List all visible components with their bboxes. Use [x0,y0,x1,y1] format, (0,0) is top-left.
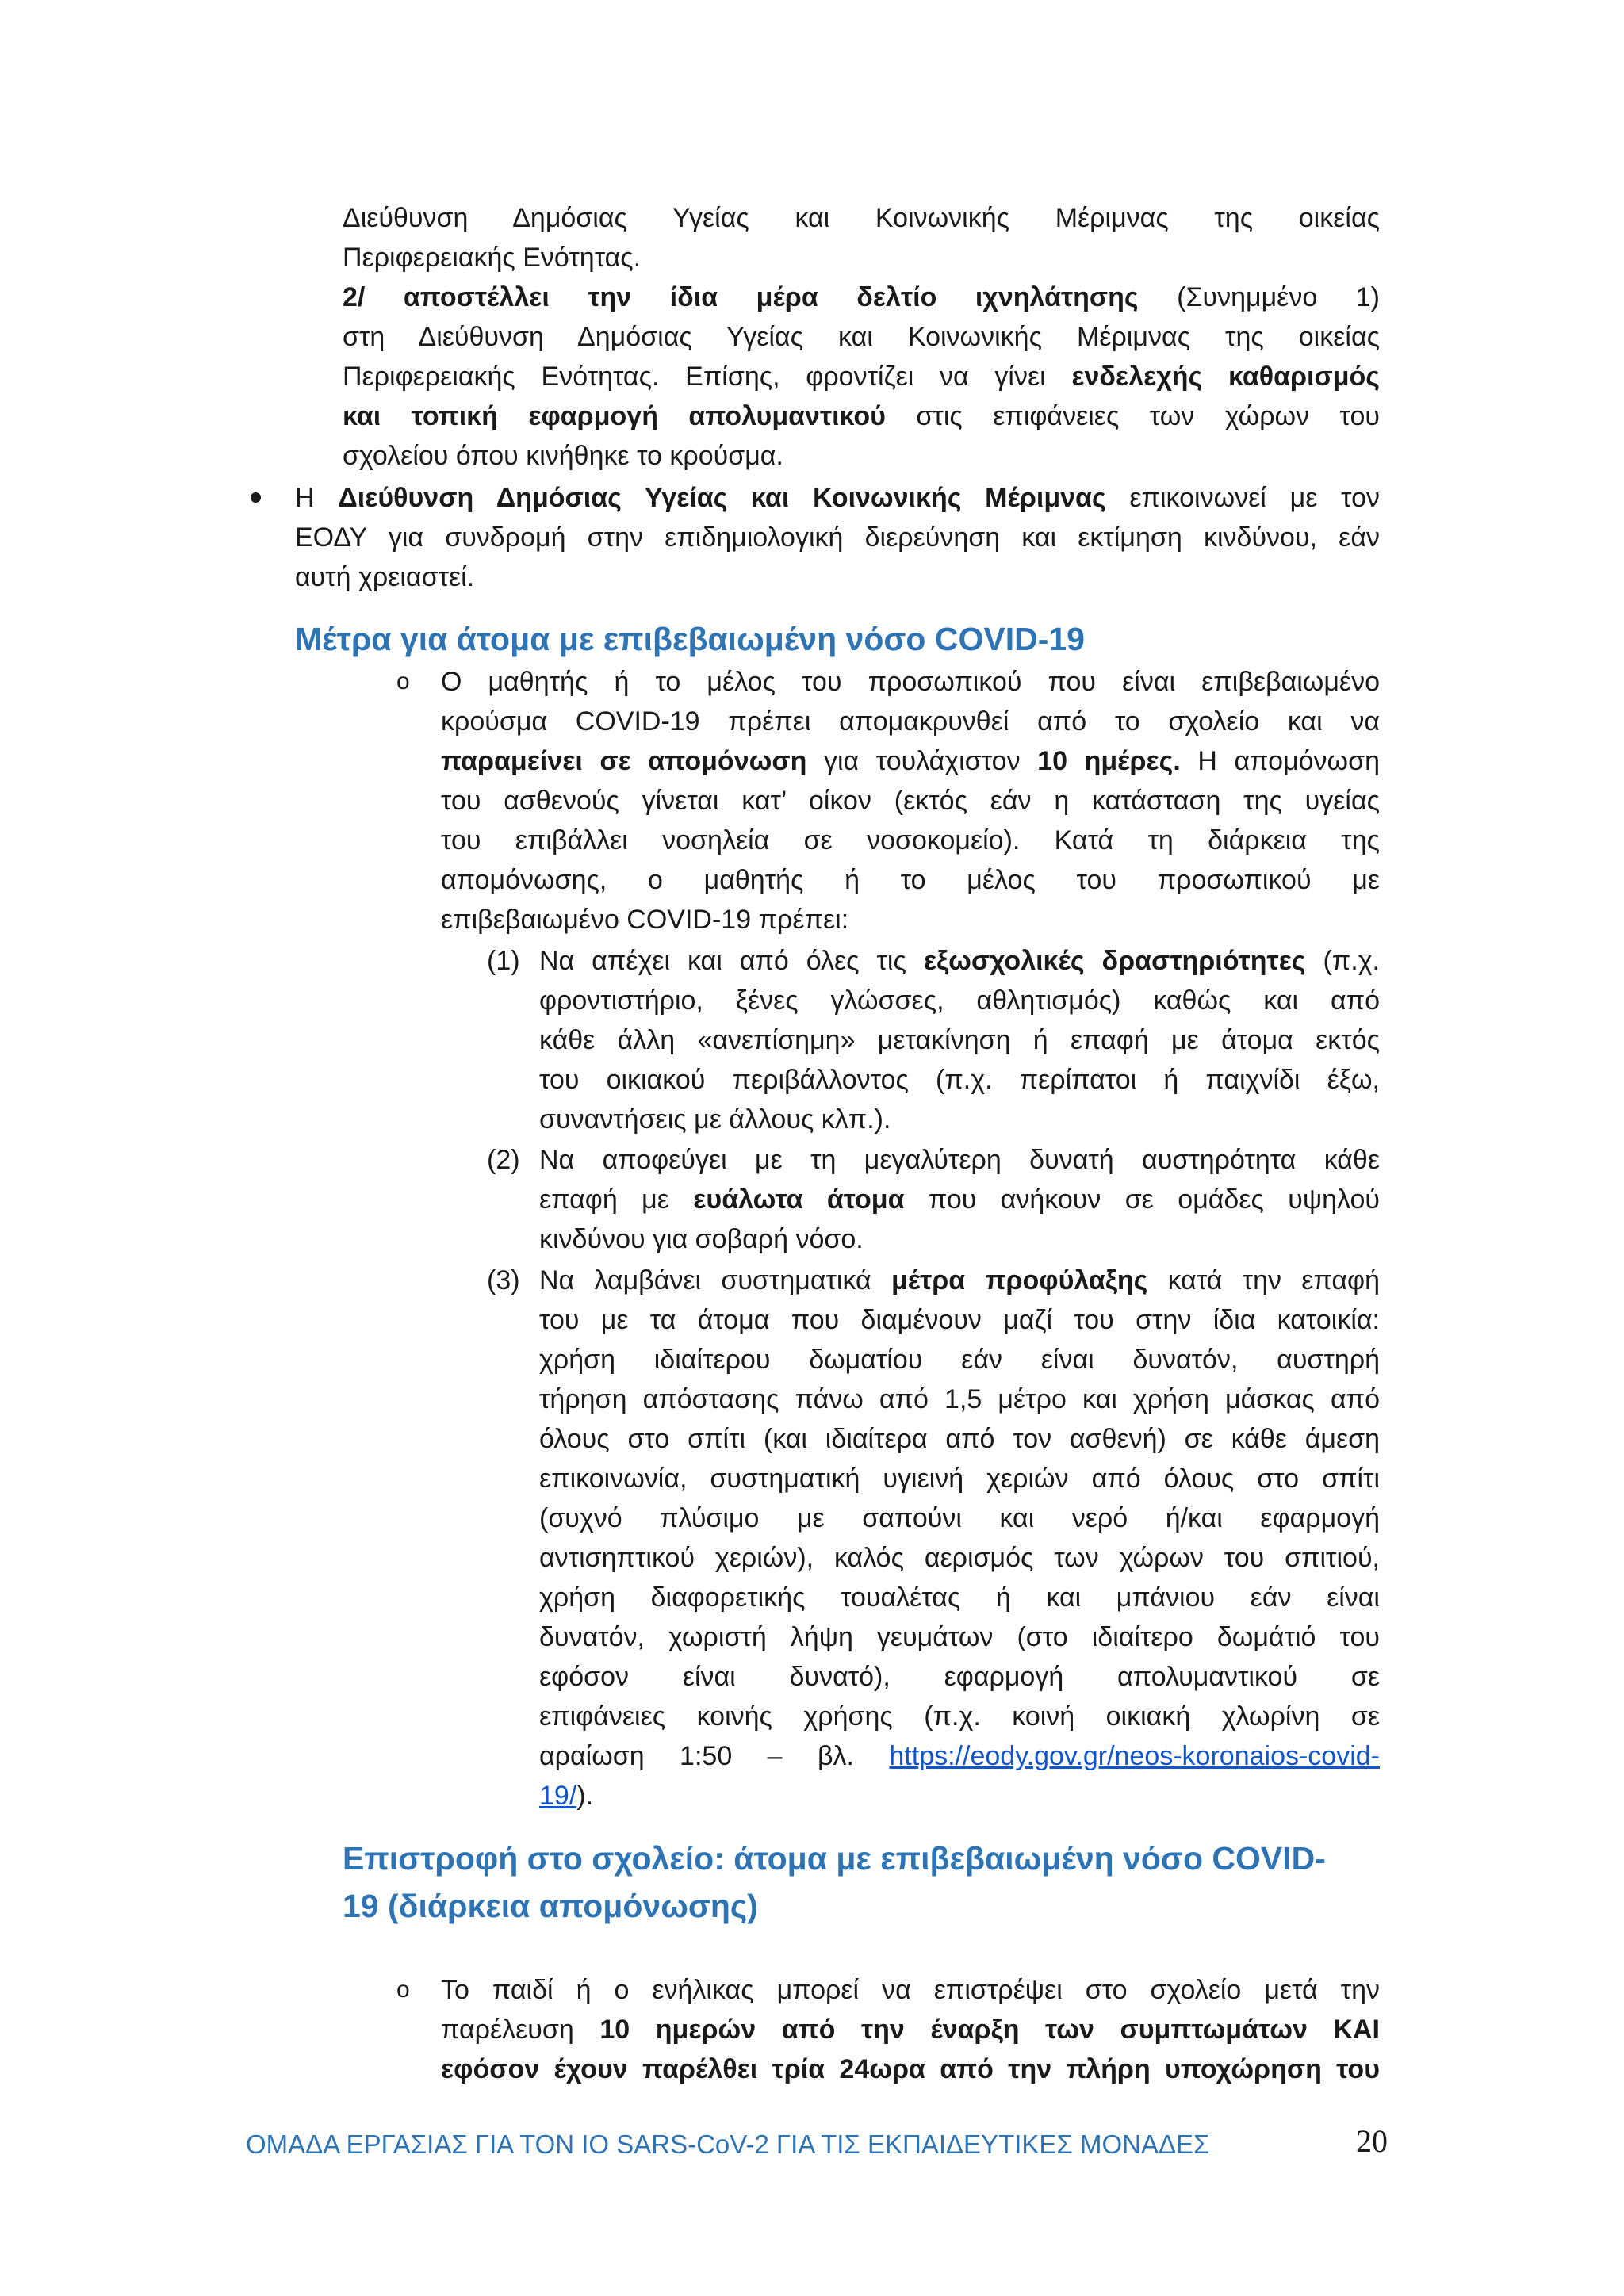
text-line [539,1100,1380,1139]
text-span: Η απομόνωση [1180,746,1381,776]
text-line [539,1180,1380,1219]
text-line [343,436,1380,476]
text-line [539,1020,1380,1060]
bold-text: 2/ αποστέλλει την ίδια μέρα δελτίο ιχνηλάτησης [343,282,1139,312]
circle-bullet-icon: o [396,1976,410,2003]
item-number: (1) [487,946,520,976]
bold-text: ενδελεχής καθαρισμός [1071,362,1380,392]
text-span: για τουλάχιστον [806,746,1038,776]
bold-text: εξωσχολικές δραστηριότητες [923,946,1306,976]
text-span: κρούσμα COVID-19 πρέπει απομακρυνθεί από το σχολείο και να [441,706,1380,737]
text-line [441,860,1380,900]
text-line [295,557,1380,597]
text-span: επιβεβαιωμένο COVID-19 πρέπει: [441,905,849,935]
text-span: του με τα άτομα που διαμένουν μαζί του στην ίδια κατοικία: [539,1305,1380,1335]
text-span: στη Διεύθυνση Δημόσιας Υγείας και Κοινωνικής Μέριμνας της οικείας [343,322,1380,352]
section-heading-block [343,1835,1389,1930]
text-span: στις επιφάνειες των χώρων του [885,401,1380,431]
text-span: Να αποφεύγει με τη μεγαλύτερη δυνατή αυστηρότητα κάθε [539,1145,1380,1175]
text-span: χρήση διαφορετικής τουαλέτας ή και μπάνιου εάν είναι [539,1582,1380,1613]
bold-text: Διεύθυνση Δημόσιας Υγείας και Κοινωνικής Μέριμνας [338,483,1106,513]
text-span: δυνατόν, χωριστή λήψη γευμάτων (στο ιδιαίτερο δωμάτιό του [539,1622,1380,1652]
bold-text: παραμείνει σε απομόνωση [441,746,807,776]
text-line [441,2049,1380,2089]
bold-text: εφόσον έχουν παρέλθει τρία 24ωρα από την πλήρη υποχώρηση του [441,2054,1380,2084]
text-line [441,781,1380,821]
text-line [539,1261,1380,1300]
bullet-paragraph [295,478,1380,597]
bold-text: 10 ημερών από την έναρξη των συμπτωμάτων ΚΑΙ [599,2015,1380,2045]
text-span: αντισηπτικού χεριών), καλός αερισμός των χώρων του σπιτιού, [539,1543,1380,1573]
text-line [539,1776,1380,1816]
text-span: εφόσον είναι δυνατό), εφαρμογή απολυμαντικού σε [539,1662,1380,1692]
text-line [539,1060,1380,1100]
text-span: κινδύνου για σοβαρή νόσο. [539,1224,864,1254]
eody-link-continued[interactable]: 19/ [539,1781,577,1811]
text-span: Περιφερειακής Ενότητας. Επίσης, φροντίζει να γίνει [343,362,1072,392]
text-line [441,900,1380,939]
text-line [441,702,1380,741]
text-line [539,1140,1380,1180]
numbered-item [539,1140,1380,1259]
text-span: απομόνωσης, ο μαθητής ή το μέλος του προσωπικού με [441,865,1380,895]
section-heading: Επιστροφή στο σχολείο: άτομα με επιβεβαιωμένη νόσο COVID- [343,1840,1326,1877]
text-line [539,1657,1380,1697]
text-span: Η [295,483,339,513]
text-span: επαφή με [539,1184,694,1215]
text-line [343,357,1380,396]
text-line [539,1419,1380,1459]
continuation-paragraph [343,198,1380,476]
text-line [539,1736,1380,1776]
text-span: τήρηση απόστασης πάνω από 1,5 μέτρο και χρήση μάσκας από [539,1384,1380,1414]
item-number: (2) [487,1145,520,1175]
text-line [539,1380,1380,1419]
numbered-item [539,941,1380,1139]
text-span: Περιφερειακής Ενότητας. [343,243,642,273]
text-line [295,478,1380,518]
text-span: Να απέχει και από όλες τις [539,946,924,976]
text-span: που ανήκουν σε ομάδες υψηλού [904,1184,1381,1215]
text-line [343,198,1380,238]
bullet-dot-icon [251,492,261,503]
text-line [295,518,1380,557]
text-line [539,1617,1380,1657]
text-span: συναντήσεις με άλλους κλπ.). [539,1104,891,1135]
text-span: χρήση ιδιαίτερου δωματίου εάν είναι δυνατόν, αυστηρή [539,1345,1380,1375]
text-line [539,1459,1380,1498]
text-line [539,1578,1380,1617]
text-span: επιφάνειες κοινής χρήσης (π.χ. κοινή οικιακή χλωρίνη σε [539,1701,1380,1732]
bold-text: μέτρα προφύλαξης [891,1265,1148,1295]
text-line [441,741,1380,781]
text-span: ΕΟΔΥ για συνδρομή στην επιδημιολογική διερεύνηση και εκτίμηση κινδύνου, εάν [295,522,1380,553]
text-span: σχολείου όπου κινήθηκε το κρούσμα. [343,441,783,471]
text-span: (συχνό πλύσιμο με σαπούνι και νερό ή/και εφαρμογή [539,1503,1380,1533]
text-line [343,396,1380,436]
text-span: παρέλευση [441,2015,600,2045]
bold-text: ευάλωτα άτομα [693,1184,905,1215]
eody-link[interactable]: https://eody.gov.gr/neos-koronaios-covid- [889,1741,1380,1771]
text-line [441,1970,1380,2010]
bold-text: και τοπική εφαρμογή απολυμαντικού [343,401,886,431]
text-line [539,941,1380,981]
text-line [539,1340,1380,1380]
text-line [539,1219,1380,1259]
item-number: (3) [487,1265,520,1295]
text-span: (Συνημμένο 1) [1138,282,1380,312]
text-span: Να λαμβάνει συστηματικά [539,1265,891,1295]
text-span: επικοινωνεί με τον [1105,483,1381,513]
text-span: του ασθενούς γίνεται κατ’ οίκον (εκτός εάν η κατάσταση της υγείας [441,786,1380,816]
text-line [441,662,1380,702]
text-line [539,1538,1380,1578]
text-span: Ο μαθητής ή το μέλος του προσωπικού που είναι επιβεβαιωμένο [441,667,1380,697]
page-number: 20 [1356,2123,1388,2159]
text-line [539,1300,1380,1340]
text-span: Διεύθυνση Δημόσιας Υγείας και Κοινωνικής Μέριμνας της οικείας [343,203,1380,233]
text-span: επικοινωνία, συστηματική υγιεινή χεριών από όλους στο σπίτι [539,1464,1380,1494]
text-span: του επιβάλλει νοσηλεία σε νοσοκομείο). Κατά τη διάρκεια της [441,825,1380,855]
text-span: αυτή χρειαστεί. [295,562,475,592]
text-line [539,981,1380,1020]
text-line [343,317,1380,357]
text-line [441,821,1380,860]
text-line [441,2010,1380,2049]
text-span: του οικιακού περιβάλλοντος (π.χ. περίπατοι ή παιχνίδι έξω, [539,1065,1380,1095]
circle-bullet-icon: o [396,668,410,695]
page-footer: ΟΜΑΔΑ ΕΡΓΑΣΙΑΣ ΓΙΑ ΤΟΝ ΙΟ SARS-CoV-2 ΓΙΑ ΤΙΣ ΕΚΠΑΙΔΕΥΤΙΚΕΣ ΜΟΝΑΔΕΣ [246,2130,1210,2159]
numbered-item [539,1261,1380,1816]
bold-text: 10 ημέρες. [1037,746,1181,776]
text-line [343,277,1380,317]
text-span: ). [576,1781,594,1811]
text-span: όλους στο σπίτι (και ιδιαίτερα από τον ασθενή) σε κάθε άμεση [539,1424,1380,1454]
text-span: αραίωση 1:50 – βλ. [539,1741,890,1771]
text-line [539,1498,1380,1538]
measures-paragraph [441,662,1380,939]
text-span: φροντιστήριο, ξένες γλώσσες, αθλητισμός) καθώς και από [539,985,1380,1016]
text-line [343,238,1380,277]
text-span: Το παιδί ή ο ενήλικας μπορεί να επιστρέψει στο σχολείο μετά την [441,1975,1380,2005]
text-line [539,1697,1380,1736]
text-span: (π.χ. [1305,946,1380,976]
section-heading: 19 (διάρκεια απομόνωσης) [343,1888,758,1924]
text-span: κατά την επαφή [1147,1265,1380,1295]
return-paragraph [441,1970,1380,2089]
section-heading: Μέτρα για άτομα με επιβεβαιωμένη νόσο COVID-19 [295,621,1085,657]
text-span: κάθε άλλη «ανεπίσημη» μετακίνηση ή επαφή με άτομα εκτός [539,1025,1380,1055]
